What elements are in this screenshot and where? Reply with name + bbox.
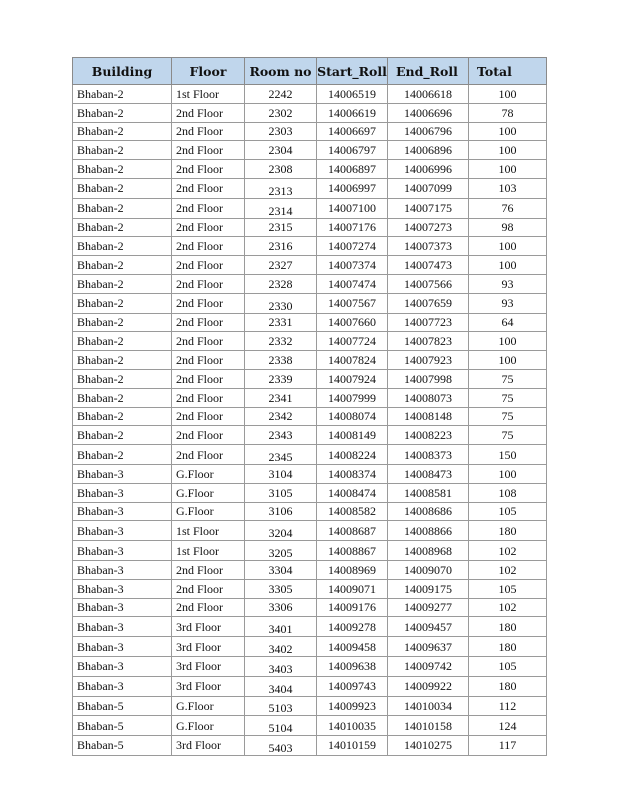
table-row [73,369,547,388]
cell-start-roll: 14007924 [317,369,388,388]
cell-end-roll: 14008223 [388,426,469,445]
cell-floor: 2nd Floor [172,351,245,370]
cell-floor: 2nd Floor [172,598,245,617]
cell-end-roll: 14007099 [388,178,469,198]
cell-total: 100 [469,85,547,104]
table-row [73,676,547,696]
cell-start-roll: 14006797 [317,141,388,160]
table-row [73,351,547,370]
table-row [73,141,547,160]
table-row [73,483,547,502]
header-start-roll: Start_Roll [317,58,388,85]
cell-total: 93 [469,293,547,313]
cell-total: 100 [469,256,547,275]
cell-room-no: 5104 [245,716,317,736]
table-row [73,198,547,218]
table-row [73,122,547,141]
cell-start-roll: 14009743 [317,676,388,696]
room-allocation-table [72,57,547,756]
cell-total: 100 [469,332,547,351]
cell-room-no: 2304 [245,141,317,160]
cell-building: Bhaban-2 [73,274,172,293]
cell-floor: 2nd Floor [172,274,245,293]
cell-total: 100 [469,464,547,483]
cell-floor: 1st Floor [172,521,245,541]
cell-end-roll: 14007175 [388,198,469,218]
cell-floor: 3rd Floor [172,617,245,637]
cell-floor: 2nd Floor [172,160,245,179]
table-row [73,85,547,104]
cell-total: 76 [469,198,547,218]
cell-building: Bhaban-2 [73,388,172,407]
cell-total: 100 [469,160,547,179]
cell-room-no: 2342 [245,407,317,426]
cell-start-roll: 14007474 [317,274,388,293]
cell-building: Bhaban-3 [73,656,172,676]
cell-room-no: 3104 [245,464,317,483]
cell-end-roll: 14006996 [388,160,469,179]
cell-building: Bhaban-2 [73,122,172,141]
cell-floor: 2nd Floor [172,103,245,122]
table-row [73,178,547,198]
cell-floor: 2nd Floor [172,218,245,237]
table-row [73,426,547,445]
cell-floor: 2nd Floor [172,369,245,388]
cell-total: 150 [469,445,547,465]
cell-floor: G.Floor [172,483,245,502]
cell-room-no: 2341 [245,388,317,407]
cell-end-roll: 14007659 [388,293,469,313]
cell-end-roll: 14010034 [388,696,469,716]
cell-room-no: 2338 [245,351,317,370]
cell-floor: G.Floor [172,502,245,521]
table-row [73,103,547,122]
table-row [73,541,547,561]
cell-floor: 2nd Floor [172,122,245,141]
cell-floor: 3rd Floor [172,736,245,756]
cell-start-roll: 14007274 [317,237,388,256]
cell-end-roll: 14009070 [388,560,469,579]
cell-building: Bhaban-2 [73,160,172,179]
cell-room-no: 2328 [245,274,317,293]
cell-total: 75 [469,388,547,407]
cell-total: 102 [469,598,547,617]
cell-building: Bhaban-3 [73,541,172,561]
cell-building: Bhaban-3 [73,637,172,657]
cell-room-no: 2315 [245,218,317,237]
cell-end-roll: 14007823 [388,332,469,351]
cell-room-no: 2308 [245,160,317,179]
cell-start-roll: 14007567 [317,293,388,313]
cell-end-roll: 14009922 [388,676,469,696]
cell-total: 64 [469,313,547,332]
table-row [73,716,547,736]
table-row [73,521,547,541]
cell-start-roll: 14009071 [317,579,388,598]
cell-end-roll: 14006696 [388,103,469,122]
cell-end-roll: 14010275 [388,736,469,756]
cell-start-roll: 14009278 [317,617,388,637]
cell-floor: 2nd Floor [172,313,245,332]
cell-room-no: 3402 [245,637,317,657]
cell-room-no: 3306 [245,598,317,617]
cell-building: Bhaban-3 [73,502,172,521]
cell-floor: 2nd Floor [172,198,245,218]
cell-room-no: 2303 [245,122,317,141]
cell-end-roll: 14006796 [388,122,469,141]
table-row [73,293,547,313]
cell-end-roll: 14008073 [388,388,469,407]
cell-end-roll: 14008473 [388,464,469,483]
cell-start-roll: 14010035 [317,716,388,736]
cell-floor: 2nd Floor [172,256,245,275]
cell-building: Bhaban-2 [73,407,172,426]
cell-start-roll: 14007824 [317,351,388,370]
cell-end-roll: 14006896 [388,141,469,160]
cell-room-no: 3401 [245,617,317,637]
cell-end-roll: 14008968 [388,541,469,561]
table-row [73,464,547,483]
table-row [73,160,547,179]
header-building: Building [73,58,172,85]
table-row [73,445,547,465]
cell-floor: G.Floor [172,716,245,736]
cell-room-no: 3106 [245,502,317,521]
cell-end-roll: 14007998 [388,369,469,388]
cell-floor: 3rd Floor [172,676,245,696]
cell-building: Bhaban-2 [73,141,172,160]
cell-total: 103 [469,178,547,198]
cell-room-no: 2331 [245,313,317,332]
cell-start-roll: 14007999 [317,388,388,407]
cell-total: 75 [469,369,547,388]
cell-start-roll: 14006997 [317,178,388,198]
cell-total: 180 [469,521,547,541]
cell-start-roll: 14008474 [317,483,388,502]
cell-room-no: 2302 [245,103,317,122]
cell-total: 117 [469,736,547,756]
cell-total: 98 [469,218,547,237]
cell-room-no: 2327 [245,256,317,275]
cell-total: 180 [469,637,547,657]
cell-room-no: 2316 [245,237,317,256]
table-row [73,656,547,676]
table-row [73,736,547,756]
cell-building: Bhaban-3 [73,483,172,502]
cell-building: Bhaban-5 [73,736,172,756]
cell-building: Bhaban-3 [73,598,172,617]
cell-end-roll: 14007273 [388,218,469,237]
cell-start-roll: 14007724 [317,332,388,351]
cell-floor: 2nd Floor [172,445,245,465]
header-row [73,58,547,85]
table-row [73,388,547,407]
cell-building: Bhaban-3 [73,617,172,637]
cell-total: 180 [469,676,547,696]
table-row [73,218,547,237]
cell-room-no: 3403 [245,656,317,676]
cell-end-roll: 14009175 [388,579,469,598]
cell-room-no: 3204 [245,521,317,541]
cell-start-roll: 14008969 [317,560,388,579]
cell-start-roll: 14008867 [317,541,388,561]
cell-end-roll: 14008581 [388,483,469,502]
cell-floor: 1st Floor [172,85,245,104]
cell-building: Bhaban-2 [73,313,172,332]
table-row [73,637,547,657]
cell-end-roll: 14008373 [388,445,469,465]
cell-total: 112 [469,696,547,716]
cell-start-roll: 14006897 [317,160,388,179]
table-body [73,85,547,756]
cell-total: 124 [469,716,547,736]
table-header [73,58,547,85]
table-row [73,579,547,598]
cell-floor: 2nd Floor [172,237,245,256]
cell-building: Bhaban-3 [73,560,172,579]
cell-start-roll: 14010159 [317,736,388,756]
cell-end-roll: 14007923 [388,351,469,370]
cell-start-roll: 14007374 [317,256,388,275]
cell-building: Bhaban-5 [73,716,172,736]
cell-floor: 1st Floor [172,541,245,561]
cell-end-roll: 14006618 [388,85,469,104]
cell-building: Bhaban-3 [73,676,172,696]
header-floor: Floor [172,58,245,85]
cell-floor: G.Floor [172,464,245,483]
table-row [73,256,547,275]
cell-total: 105 [469,502,547,521]
cell-end-roll: 14009277 [388,598,469,617]
cell-room-no: 5403 [245,736,317,756]
cell-room-no: 3205 [245,541,317,561]
cell-total: 100 [469,141,547,160]
cell-total: 100 [469,237,547,256]
cell-building: Bhaban-2 [73,85,172,104]
cell-building: Bhaban-2 [73,426,172,445]
cell-total: 105 [469,656,547,676]
table-row [73,502,547,521]
table-row [73,696,547,716]
cell-room-no: 2242 [245,85,317,104]
cell-total: 75 [469,426,547,445]
cell-building: Bhaban-2 [73,293,172,313]
cell-end-roll: 14007373 [388,237,469,256]
cell-end-roll: 14009637 [388,637,469,657]
cell-building: Bhaban-2 [73,218,172,237]
cell-start-roll: 14006697 [317,122,388,141]
cell-start-roll: 14006519 [317,85,388,104]
cell-room-no: 3404 [245,676,317,696]
cell-floor: 2nd Floor [172,178,245,198]
cell-room-no: 3305 [245,579,317,598]
header-total: Total [469,58,547,85]
cell-floor: 2nd Floor [172,560,245,579]
cell-start-roll: 14009458 [317,637,388,657]
cell-start-roll: 14009638 [317,656,388,676]
cell-start-roll: 14009923 [317,696,388,716]
cell-building: Bhaban-2 [73,256,172,275]
cell-floor: 2nd Floor [172,579,245,598]
cell-end-roll: 14009457 [388,617,469,637]
cell-end-roll: 14007473 [388,256,469,275]
cell-building: Bhaban-3 [73,464,172,483]
cell-end-roll: 14008148 [388,407,469,426]
cell-floor: 3rd Floor [172,656,245,676]
cell-building: Bhaban-2 [73,369,172,388]
cell-room-no: 2339 [245,369,317,388]
cell-start-roll: 14008149 [317,426,388,445]
cell-total: 100 [469,351,547,370]
cell-total: 78 [469,103,547,122]
cell-total: 102 [469,560,547,579]
cell-end-roll: 14007723 [388,313,469,332]
cell-building: Bhaban-2 [73,178,172,198]
cell-start-roll: 14007176 [317,218,388,237]
cell-start-roll: 14008224 [317,445,388,465]
cell-total: 180 [469,617,547,637]
cell-building: Bhaban-2 [73,237,172,256]
cell-room-no: 5103 [245,696,317,716]
cell-room-no: 2332 [245,332,317,351]
table-row [73,598,547,617]
cell-room-no: 2330 [245,293,317,313]
cell-room-no: 2343 [245,426,317,445]
header-end-roll: End_Roll [388,58,469,85]
cell-start-roll: 14008582 [317,502,388,521]
cell-floor: 2nd Floor [172,141,245,160]
cell-floor: 2nd Floor [172,388,245,407]
cell-total: 102 [469,541,547,561]
table-row [73,407,547,426]
cell-end-roll: 14009742 [388,656,469,676]
table-row [73,332,547,351]
cell-start-roll: 14008687 [317,521,388,541]
cell-building: Bhaban-2 [73,332,172,351]
cell-building: Bhaban-2 [73,445,172,465]
cell-building: Bhaban-2 [73,103,172,122]
cell-end-roll: 14008866 [388,521,469,541]
cell-floor: 2nd Floor [172,332,245,351]
cell-total: 100 [469,122,547,141]
cell-start-roll: 14007660 [317,313,388,332]
cell-start-roll: 14008374 [317,464,388,483]
cell-start-roll: 14006619 [317,103,388,122]
cell-total: 75 [469,407,547,426]
table-row [73,617,547,637]
cell-end-roll: 14008686 [388,502,469,521]
cell-building: Bhaban-2 [73,198,172,218]
cell-building: Bhaban-5 [73,696,172,716]
table-row [73,560,547,579]
cell-building: Bhaban-3 [73,579,172,598]
cell-floor: 2nd Floor [172,407,245,426]
cell-room-no: 2313 [245,178,317,198]
cell-floor: 3rd Floor [172,637,245,657]
cell-end-roll: 14007566 [388,274,469,293]
cell-building: Bhaban-2 [73,351,172,370]
cell-start-roll: 14009176 [317,598,388,617]
cell-building: Bhaban-3 [73,521,172,541]
table-row [73,274,547,293]
cell-room-no: 3304 [245,560,317,579]
cell-start-roll: 14007100 [317,198,388,218]
cell-start-roll: 14008074 [317,407,388,426]
cell-room-no: 2345 [245,445,317,465]
cell-room-no: 2314 [245,198,317,218]
table-row [73,237,547,256]
cell-total: 108 [469,483,547,502]
cell-floor: 2nd Floor [172,426,245,445]
cell-floor: G.Floor [172,696,245,716]
cell-room-no: 3105 [245,483,317,502]
cell-total: 93 [469,274,547,293]
cell-total: 105 [469,579,547,598]
table-row [73,313,547,332]
header-room-no: Room no [245,58,317,85]
cell-floor: 2nd Floor [172,293,245,313]
cell-end-roll: 14010158 [388,716,469,736]
